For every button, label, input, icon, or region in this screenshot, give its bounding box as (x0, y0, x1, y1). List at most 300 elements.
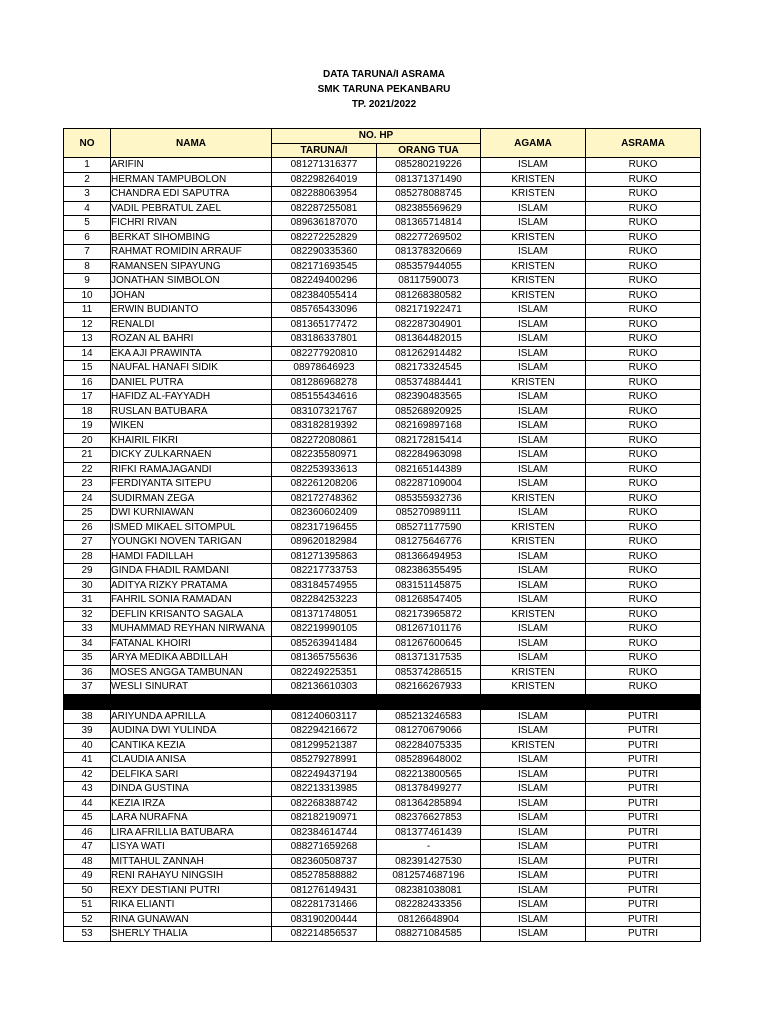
cell-orang-tua: 082284963098 (377, 448, 481, 463)
cell-asrama: RUKO (586, 578, 701, 593)
cell-agama: ISLAM (481, 564, 586, 579)
cell-nama: MITTAHUL ZANNAH (111, 854, 272, 869)
cell-no: 12 (64, 317, 111, 332)
cell-orang-tua: 085280219226 (377, 158, 481, 173)
table-row (64, 767, 701, 782)
table-row (64, 491, 701, 506)
cell-agama: KRISTEN (481, 187, 586, 202)
cell-no: 6 (64, 230, 111, 245)
cell-taruna: 081365755636 (272, 651, 377, 666)
cell-agama: ISLAM (481, 825, 586, 840)
cell-orang-tua: 082284075335 (377, 738, 481, 753)
table-row (64, 680, 701, 695)
cell-taruna: 08978646923 (272, 361, 377, 376)
cell-taruna: 082136610303 (272, 680, 377, 695)
table-body-putri (64, 709, 701, 941)
cell-no: 23 (64, 477, 111, 492)
cell-orang-tua: 083151145875 (377, 578, 481, 593)
cell-orang-tua: 082277269502 (377, 230, 481, 245)
cell-orang-tua: 085278088745 (377, 187, 481, 202)
cell-nama: JONATHAN SIMBOLON (111, 274, 272, 289)
table-row (64, 912, 701, 927)
cell-nama: LIRA AFRILLIA BATUBARA (111, 825, 272, 840)
cell-no: 27 (64, 535, 111, 550)
cell-taruna: 082214856537 (272, 927, 377, 942)
cell-nama: CHANDRA EDI SAPUTRA (111, 187, 272, 202)
table-row (64, 709, 701, 724)
cell-no: 7 (64, 245, 111, 260)
cell-agama: ISLAM (481, 883, 586, 898)
table-row (64, 651, 701, 666)
cell-no: 9 (64, 274, 111, 289)
cell-orang-tua: 082385569629 (377, 201, 481, 216)
cell-agama: ISLAM (481, 419, 586, 434)
cell-taruna: 082277920810 (272, 346, 377, 361)
header-orang-tua: ORANG TUA (377, 143, 481, 158)
cell-taruna: 082360508737 (272, 854, 377, 869)
cell-orang-tua: 082381038081 (377, 883, 481, 898)
cell-nama: FERDIYANTA SITEPU (111, 477, 272, 492)
cell-taruna: 082261208206 (272, 477, 377, 492)
cell-agama: ISLAM (481, 332, 586, 347)
cell-taruna: 082253933613 (272, 462, 377, 477)
cell-no: 40 (64, 738, 111, 753)
cell-orang-tua: 081267101176 (377, 622, 481, 637)
cell-taruna: 082287255081 (272, 201, 377, 216)
cell-orang-tua: 085374286515 (377, 665, 481, 680)
table-row (64, 825, 701, 840)
cell-taruna: 082360602409 (272, 506, 377, 521)
cell-asrama: RUKO (586, 230, 701, 245)
cell-agama: KRISTEN (481, 230, 586, 245)
cell-no: 8 (64, 259, 111, 274)
cell-agama: KRISTEN (481, 607, 586, 622)
cell-nama: DANIEL PUTRA (111, 375, 272, 390)
cell-nama: FAHRIL SONIA RAMADAN (111, 593, 272, 608)
school-name: SMK TARUNA PEKANBARU (317, 84, 451, 95)
table-row (64, 564, 701, 579)
cell-agama: ISLAM (481, 317, 586, 332)
cell-taruna: 085155434616 (272, 390, 377, 405)
cell-nama: ROZAN AL BAHRI (111, 332, 272, 347)
cell-no: 45 (64, 811, 111, 826)
cell-nama: WESLI SINURAT (111, 680, 272, 695)
cell-agama: ISLAM (481, 753, 586, 768)
cell-taruna: 089620182984 (272, 535, 377, 550)
cell-taruna: 082182190971 (272, 811, 377, 826)
cell-nama: RIKA ELIANTI (111, 898, 272, 913)
cell-asrama: RUKO (586, 274, 701, 289)
cell-nama: DINDA GUSTINA (111, 782, 272, 797)
cell-orang-tua: 085374884441 (377, 375, 481, 390)
cell-asrama: RUKO (586, 680, 701, 695)
cell-agama: ISLAM (481, 433, 586, 448)
cell-orang-tua: 082173965872 (377, 607, 481, 622)
cell-orang-tua: 081377461439 (377, 825, 481, 840)
cell-asrama: RUKO (586, 593, 701, 608)
cell-asrama: PUTRI (586, 912, 701, 927)
cell-nama: CANTIKA KEZIA (111, 738, 272, 753)
cell-taruna: 083182819392 (272, 419, 377, 434)
table-row (64, 172, 701, 187)
cell-taruna: 081299521387 (272, 738, 377, 753)
cell-taruna: 082290335360 (272, 245, 377, 260)
cell-agama: ISLAM (481, 912, 586, 927)
cell-asrama: RUKO (586, 419, 701, 434)
cell-nama: JOHAN (111, 288, 272, 303)
table-row (64, 506, 701, 521)
cell-asrama: PUTRI (586, 709, 701, 724)
cell-orang-tua: 08126648904 (377, 912, 481, 927)
cell-agama: ISLAM (481, 390, 586, 405)
cell-asrama: PUTRI (586, 796, 701, 811)
cell-nama: ARIYUNDA APRILLA (111, 709, 272, 724)
table-row (64, 607, 701, 622)
cell-no: 18 (64, 404, 111, 419)
table-row (64, 724, 701, 739)
cell-taruna: 082284253223 (272, 593, 377, 608)
cell-taruna: 082235580971 (272, 448, 377, 463)
cell-orang-tua: 081371371490 (377, 172, 481, 187)
cell-asrama: RUKO (586, 404, 701, 419)
cell-agama: ISLAM (481, 578, 586, 593)
table-row (64, 840, 701, 855)
cell-taruna: 082172748362 (272, 491, 377, 506)
table-row (64, 477, 701, 492)
cell-no: 53 (64, 927, 111, 942)
cell-nama: RENALDI (111, 317, 272, 332)
cell-no: 32 (64, 607, 111, 622)
cell-no: 16 (64, 375, 111, 390)
cell-taruna: 085263941484 (272, 636, 377, 651)
cell-no: 43 (64, 782, 111, 797)
table-row (64, 796, 701, 811)
cell-no: 10 (64, 288, 111, 303)
cell-no: 4 (64, 201, 111, 216)
cell-nama: DELFIKA SARI (111, 767, 272, 782)
cell-taruna: 083184574955 (272, 578, 377, 593)
cell-asrama: PUTRI (586, 927, 701, 942)
cell-asrama: RUKO (586, 390, 701, 405)
cell-taruna: 082213313985 (272, 782, 377, 797)
cell-no: 24 (64, 491, 111, 506)
cell-asrama: RUKO (586, 520, 701, 535)
cell-no: 29 (64, 564, 111, 579)
cell-nama: LARA NURAFNA (111, 811, 272, 826)
cell-nama: HAMDI FADILLAH (111, 549, 272, 564)
cell-agama: ISLAM (481, 201, 586, 216)
table-row (64, 245, 701, 260)
cell-orang-tua: 082282433356 (377, 898, 481, 913)
cell-agama: ISLAM (481, 898, 586, 913)
cell-no: 15 (64, 361, 111, 376)
cell-asrama: RUKO (586, 433, 701, 448)
cell-orang-tua: 081268547405 (377, 593, 481, 608)
cell-no: 28 (64, 549, 111, 564)
cell-asrama: RUKO (586, 172, 701, 187)
cell-no: 35 (64, 651, 111, 666)
cell-no: 49 (64, 869, 111, 884)
cell-orang-tua: 081364285894 (377, 796, 481, 811)
cell-agama: ISLAM (481, 724, 586, 739)
header-asrama: ASRAMA (586, 129, 701, 158)
cell-asrama: RUKO (586, 288, 701, 303)
cell-no: 44 (64, 796, 111, 811)
cell-no: 3 (64, 187, 111, 202)
table-row (64, 622, 701, 637)
cell-orang-tua: 081262914482 (377, 346, 481, 361)
cell-orang-tua: 082166267933 (377, 680, 481, 695)
table-row (64, 578, 701, 593)
cell-nama: NAUFAL HANAFI SIDIK (111, 361, 272, 376)
table-row (64, 274, 701, 289)
document-title-block (0, 67, 768, 112)
cell-nama: RAHMAT ROMIDIN ARRAUF (111, 245, 272, 260)
cell-agama: ISLAM (481, 549, 586, 564)
cell-taruna: 081276149431 (272, 883, 377, 898)
cell-no: 46 (64, 825, 111, 840)
table-row (64, 187, 701, 202)
table-row (64, 317, 701, 332)
cell-nama: SHERLY THALIA (111, 927, 272, 942)
cell-no: 2 (64, 172, 111, 187)
cell-agama: ISLAM (481, 927, 586, 942)
cell-agama: ISLAM (481, 245, 586, 260)
cell-nama: LISYA WATI (111, 840, 272, 855)
cell-no: 52 (64, 912, 111, 927)
cell-asrama: RUKO (586, 245, 701, 260)
cell-agama: KRISTEN (481, 738, 586, 753)
cell-orang-tua: 085271177590 (377, 520, 481, 535)
cell-asrama: PUTRI (586, 825, 701, 840)
cell-orang-tua: 082376627853 (377, 811, 481, 826)
table-row (64, 230, 701, 245)
table-row (64, 216, 701, 231)
table-row (64, 433, 701, 448)
cell-no: 50 (64, 883, 111, 898)
cell-taruna: 082272252829 (272, 230, 377, 245)
cell-agama: ISLAM (481, 840, 586, 855)
cell-asrama: RUKO (586, 607, 701, 622)
cell-nama: ADITYA RIZKY PRATAMA (111, 578, 272, 593)
cell-orang-tua: 082287304901 (377, 317, 481, 332)
table-row (64, 462, 701, 477)
header-agama: AGAMA (481, 129, 586, 158)
cell-nama: EKA AJI PRAWINTA (111, 346, 272, 361)
cell-asrama: PUTRI (586, 753, 701, 768)
cell-agama: KRISTEN (481, 375, 586, 390)
cell-no: 36 (64, 665, 111, 680)
cell-orang-tua: 081275646776 (377, 535, 481, 550)
cell-no: 42 (64, 767, 111, 782)
cell-taruna: 085765433096 (272, 303, 377, 318)
cell-agama: ISLAM (481, 636, 586, 651)
school-year: TP. 2021/2022 (351, 99, 417, 110)
cell-no: 51 (64, 898, 111, 913)
table-row (64, 259, 701, 274)
cell-agama: KRISTEN (481, 288, 586, 303)
table-row (64, 883, 701, 898)
cell-agama: ISLAM (481, 709, 586, 724)
cell-agama: KRISTEN (481, 491, 586, 506)
table-row (64, 593, 701, 608)
cell-no: 37 (64, 680, 111, 695)
table-row (64, 448, 701, 463)
cell-asrama: RUKO (586, 636, 701, 651)
table-row (64, 535, 701, 550)
cell-no: 11 (64, 303, 111, 318)
cell-no: 47 (64, 840, 111, 855)
cell-taruna: 081286968278 (272, 375, 377, 390)
cell-agama: ISLAM (481, 404, 586, 419)
cell-agama: ISLAM (481, 158, 586, 173)
cell-orang-tua: 081378320669 (377, 245, 481, 260)
cell-nama: BERKAT SIHOMBING (111, 230, 272, 245)
cell-taruna: 088271659268 (272, 840, 377, 855)
cell-orang-tua: 082391427530 (377, 854, 481, 869)
cell-nama: KHAIRIL FIKRI (111, 433, 272, 448)
header-no: NO (64, 129, 111, 158)
cell-agama: ISLAM (481, 361, 586, 376)
table-row (64, 404, 701, 419)
table-row (64, 636, 701, 651)
cell-no: 25 (64, 506, 111, 521)
cell-asrama: PUTRI (586, 840, 701, 855)
cell-agama: ISLAM (481, 506, 586, 521)
cell-agama: KRISTEN (481, 535, 586, 550)
table-row (64, 346, 701, 361)
cell-taruna: 082281731466 (272, 898, 377, 913)
table-separator (64, 694, 701, 709)
cell-asrama: RUKO (586, 317, 701, 332)
cell-nama: RENI RAHAYU NINGSIH (111, 869, 272, 884)
cell-nama: DICKY ZULKARNAEN (111, 448, 272, 463)
table-row (64, 201, 701, 216)
cell-no: 30 (64, 578, 111, 593)
cell-nama: FATANAL KHOIRI (111, 636, 272, 651)
cell-asrama: PUTRI (586, 738, 701, 753)
cell-asrama: RUKO (586, 564, 701, 579)
cell-nama: ARYA MEDIKA ABDILLAH (111, 651, 272, 666)
cell-no: 33 (64, 622, 111, 637)
cell-asrama: RUKO (586, 665, 701, 680)
cell-asrama: RUKO (586, 535, 701, 550)
table-row (64, 332, 701, 347)
cell-orang-tua: 081378499277 (377, 782, 481, 797)
cell-agama: KRISTEN (481, 172, 586, 187)
cell-asrama: RUKO (586, 187, 701, 202)
cell-nama: MUHAMMAD REYHAN NIRWANA (111, 622, 272, 637)
cell-taruna: 081371748051 (272, 607, 377, 622)
cell-orang-tua: 085357944055 (377, 259, 481, 274)
cell-orang-tua: 081267600645 (377, 636, 481, 651)
cell-orang-tua: 0812574687196 (377, 869, 481, 884)
cell-asrama: PUTRI (586, 724, 701, 739)
table-row (64, 898, 701, 913)
cell-agama: ISLAM (481, 216, 586, 231)
cell-orang-tua: 082386355495 (377, 564, 481, 579)
cell-no: 21 (64, 448, 111, 463)
cell-agama: ISLAM (481, 448, 586, 463)
header-nama: NAMA (111, 129, 272, 158)
cell-orang-tua: 081364482015 (377, 332, 481, 347)
table-row (64, 288, 701, 303)
cell-nama: KEZIA IRZA (111, 796, 272, 811)
cell-asrama: RUKO (586, 346, 701, 361)
table-row (64, 390, 701, 405)
cell-asrama: RUKO (586, 201, 701, 216)
cell-taruna: 082384614744 (272, 825, 377, 840)
table-row (64, 520, 701, 535)
table-row (64, 375, 701, 390)
cell-asrama: PUTRI (586, 767, 701, 782)
cell-orang-tua: 085270989111 (377, 506, 481, 521)
cell-nama: FICHRI RIVAN (111, 216, 272, 231)
cell-nama: SUDIRMAN ZEGA (111, 491, 272, 506)
cell-orang-tua: 088271084585 (377, 927, 481, 942)
cell-asrama: RUKO (586, 477, 701, 492)
cell-orang-tua: 085355932736 (377, 491, 481, 506)
cell-orang-tua: 081366494953 (377, 549, 481, 564)
cell-no: 17 (64, 390, 111, 405)
cell-no: 22 (64, 462, 111, 477)
cell-no: 38 (64, 709, 111, 724)
cell-nama: MOSES ANGGA TAMBUNAN (111, 665, 272, 680)
cell-taruna: 082384055414 (272, 288, 377, 303)
cell-asrama: RUKO (586, 259, 701, 274)
cell-no: 19 (64, 419, 111, 434)
cell-taruna: 083107321767 (272, 404, 377, 419)
cell-agama: KRISTEN (481, 680, 586, 695)
cell-no: 26 (64, 520, 111, 535)
cell-asrama: RUKO (586, 375, 701, 390)
cell-agama: ISLAM (481, 854, 586, 869)
cell-taruna: 089636187070 (272, 216, 377, 231)
cell-asrama: RUKO (586, 158, 701, 173)
cell-taruna: 082249437194 (272, 767, 377, 782)
cell-orang-tua: 085289648002 (377, 753, 481, 768)
table-row (64, 927, 701, 942)
cell-orang-tua: 082287109004 (377, 477, 481, 492)
cell-agama: ISLAM (481, 767, 586, 782)
cell-orang-tua: 082173324545 (377, 361, 481, 376)
cell-orang-tua: 082171922471 (377, 303, 481, 318)
cell-asrama: RUKO (586, 332, 701, 347)
cell-agama: ISLAM (481, 346, 586, 361)
cell-asrama: RUKO (586, 506, 701, 521)
cell-taruna: 082288063954 (272, 187, 377, 202)
table-row (64, 361, 701, 376)
cell-orang-tua: 082172815414 (377, 433, 481, 448)
cell-nama: AUDINA DWI YULINDA (111, 724, 272, 739)
cell-no: 1 (64, 158, 111, 173)
cell-nama: ERWIN BUDIANTO (111, 303, 272, 318)
table-row (64, 854, 701, 869)
cell-taruna: 085279278991 (272, 753, 377, 768)
cell-agama: ISLAM (481, 303, 586, 318)
cell-no: 13 (64, 332, 111, 347)
cell-orang-tua: 082165144389 (377, 462, 481, 477)
cell-nama: VADIL PEBRATUL ZAEL (111, 201, 272, 216)
cell-orang-tua: 081371317535 (377, 651, 481, 666)
cell-asrama: PUTRI (586, 883, 701, 898)
cell-asrama: RUKO (586, 491, 701, 506)
header-no-hp: NO. HP (272, 129, 481, 144)
cell-orang-tua: - (377, 840, 481, 855)
table-row (64, 419, 701, 434)
cell-taruna: 082298264019 (272, 172, 377, 187)
cell-taruna: 083186337801 (272, 332, 377, 347)
